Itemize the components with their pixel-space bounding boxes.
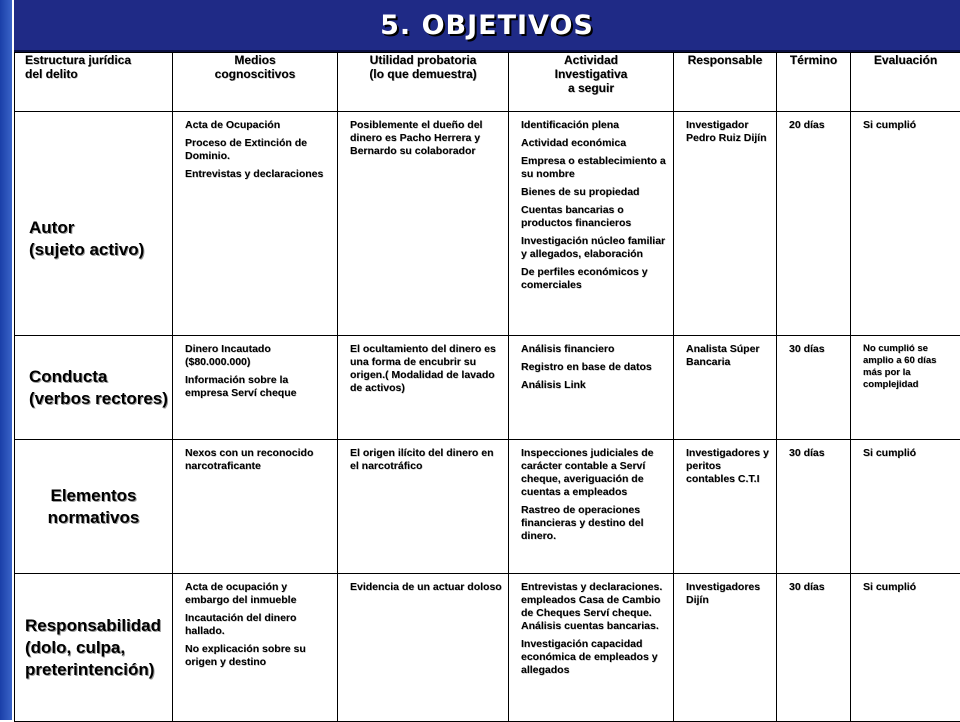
header-evaluacion: Evaluación [851, 53, 960, 112]
medios-cell: Acta de ocupación y embargo del inmueble Incautación del dinero hallado. No explicación sobre su origen y destino [173, 574, 338, 722]
header-responsable: Responsable [674, 53, 777, 112]
termino-cell: 30 días [777, 336, 851, 440]
header-actividad: Actividad Investigativa a seguir [509, 53, 674, 112]
medios-cell: Dinero Incautado ($80.000.000) Información sobre la empresa Serví cheque [173, 336, 338, 440]
header-termino: Término [777, 53, 851, 112]
utilidad-cell: Posiblemente el dueño del dinero es Pacho Herrera y Bernardo su colaborador [338, 112, 509, 336]
row-label-cell [15, 574, 173, 722]
actividad-cell: Entrevistas y declaraciones. empleados Casa de Cambio de Cheques Serví cheque. Análisis cuentas bancarias. Investigación capacidad económica de empleados y allegados [509, 574, 674, 722]
actividad-cell: Inspecciones judiciales de carácter contable a Serví cheque, averiguación de cuentas a empleados Rastreo de operaciones financieras y destino del dinero. [509, 440, 674, 574]
actividad-cell: Análisis financiero Registro en base de datos Análisis Link [509, 336, 674, 440]
row-label-cell [15, 440, 173, 574]
header-row [15, 53, 960, 112]
termino-cell: 20 días [777, 112, 851, 336]
header-utilidad: Utilidad probatoria (lo que demuestra) [338, 53, 509, 112]
utilidad-cell: El origen ilícito del dinero en el narcotráfico [338, 440, 509, 574]
objectives-table [14, 52, 960, 722]
utilidad-cell: Evidencia de un actuar doloso [338, 574, 509, 722]
evaluacion-cell: Si cumplió [851, 440, 960, 574]
left-accent-bar [0, 0, 12, 720]
responsable-cell: Investigador Pedro Ruiz Dijín [674, 112, 777, 336]
termino-cell: 30 días [777, 574, 851, 722]
medios-cell: Acta de Ocupación Proceso de Extinción de Dominio. Entrevistas y declaraciones [173, 112, 338, 336]
termino-cell: 30 días [777, 440, 851, 574]
utilidad-cell: El ocultamiento del dinero es una forma de encubrir su origen.( Modalidad de lavado de activos) [338, 336, 509, 440]
responsable-cell: Analista Súper Bancaria [674, 336, 777, 440]
table-row-autor [15, 112, 960, 336]
row-label: Autor (sujeto activo) [15, 112, 172, 335]
row-label: Conducta (verbos rectores) [15, 336, 172, 439]
medios-cell: Nexos con un reconocido narcotraficante [173, 440, 338, 574]
table-row-conducta [15, 336, 960, 440]
page-title: 5. OBJETIVOS [380, 10, 594, 41]
responsable-cell: Investigadores Dijín [674, 574, 777, 722]
header-medios: Medios cognoscitivos [173, 53, 338, 112]
evaluacion-cell: Si cumplió [851, 574, 960, 722]
row-label-cell [15, 112, 173, 336]
row-label: Responsabilidad (dolo, culpa, preterintención) [15, 574, 172, 721]
row-label: Elementos normativos [15, 440, 172, 573]
table-row-elementos [15, 440, 960, 574]
responsable-cell: Investigadores y peritos contables C.T.I [674, 440, 777, 574]
evaluacion-cell: No cumplió se amplio a 60 días más por la complejidad [851, 336, 960, 440]
actividad-cell: Identificación plena Actividad económica Empresa o establecimiento a su nombre Bienes de su propiedad Cuentas bancarias o productos financieros Investigación núcleo familiar y allegados, elaboración De perfiles económicos y comerciales [509, 112, 674, 336]
header-estructura: Estructura jurídica del delito [15, 53, 173, 112]
row-label-cell [15, 336, 173, 440]
table-row-responsabilidad [15, 574, 960, 722]
title-bar [14, 0, 960, 52]
evaluacion-cell: Si cumplió [851, 112, 960, 336]
